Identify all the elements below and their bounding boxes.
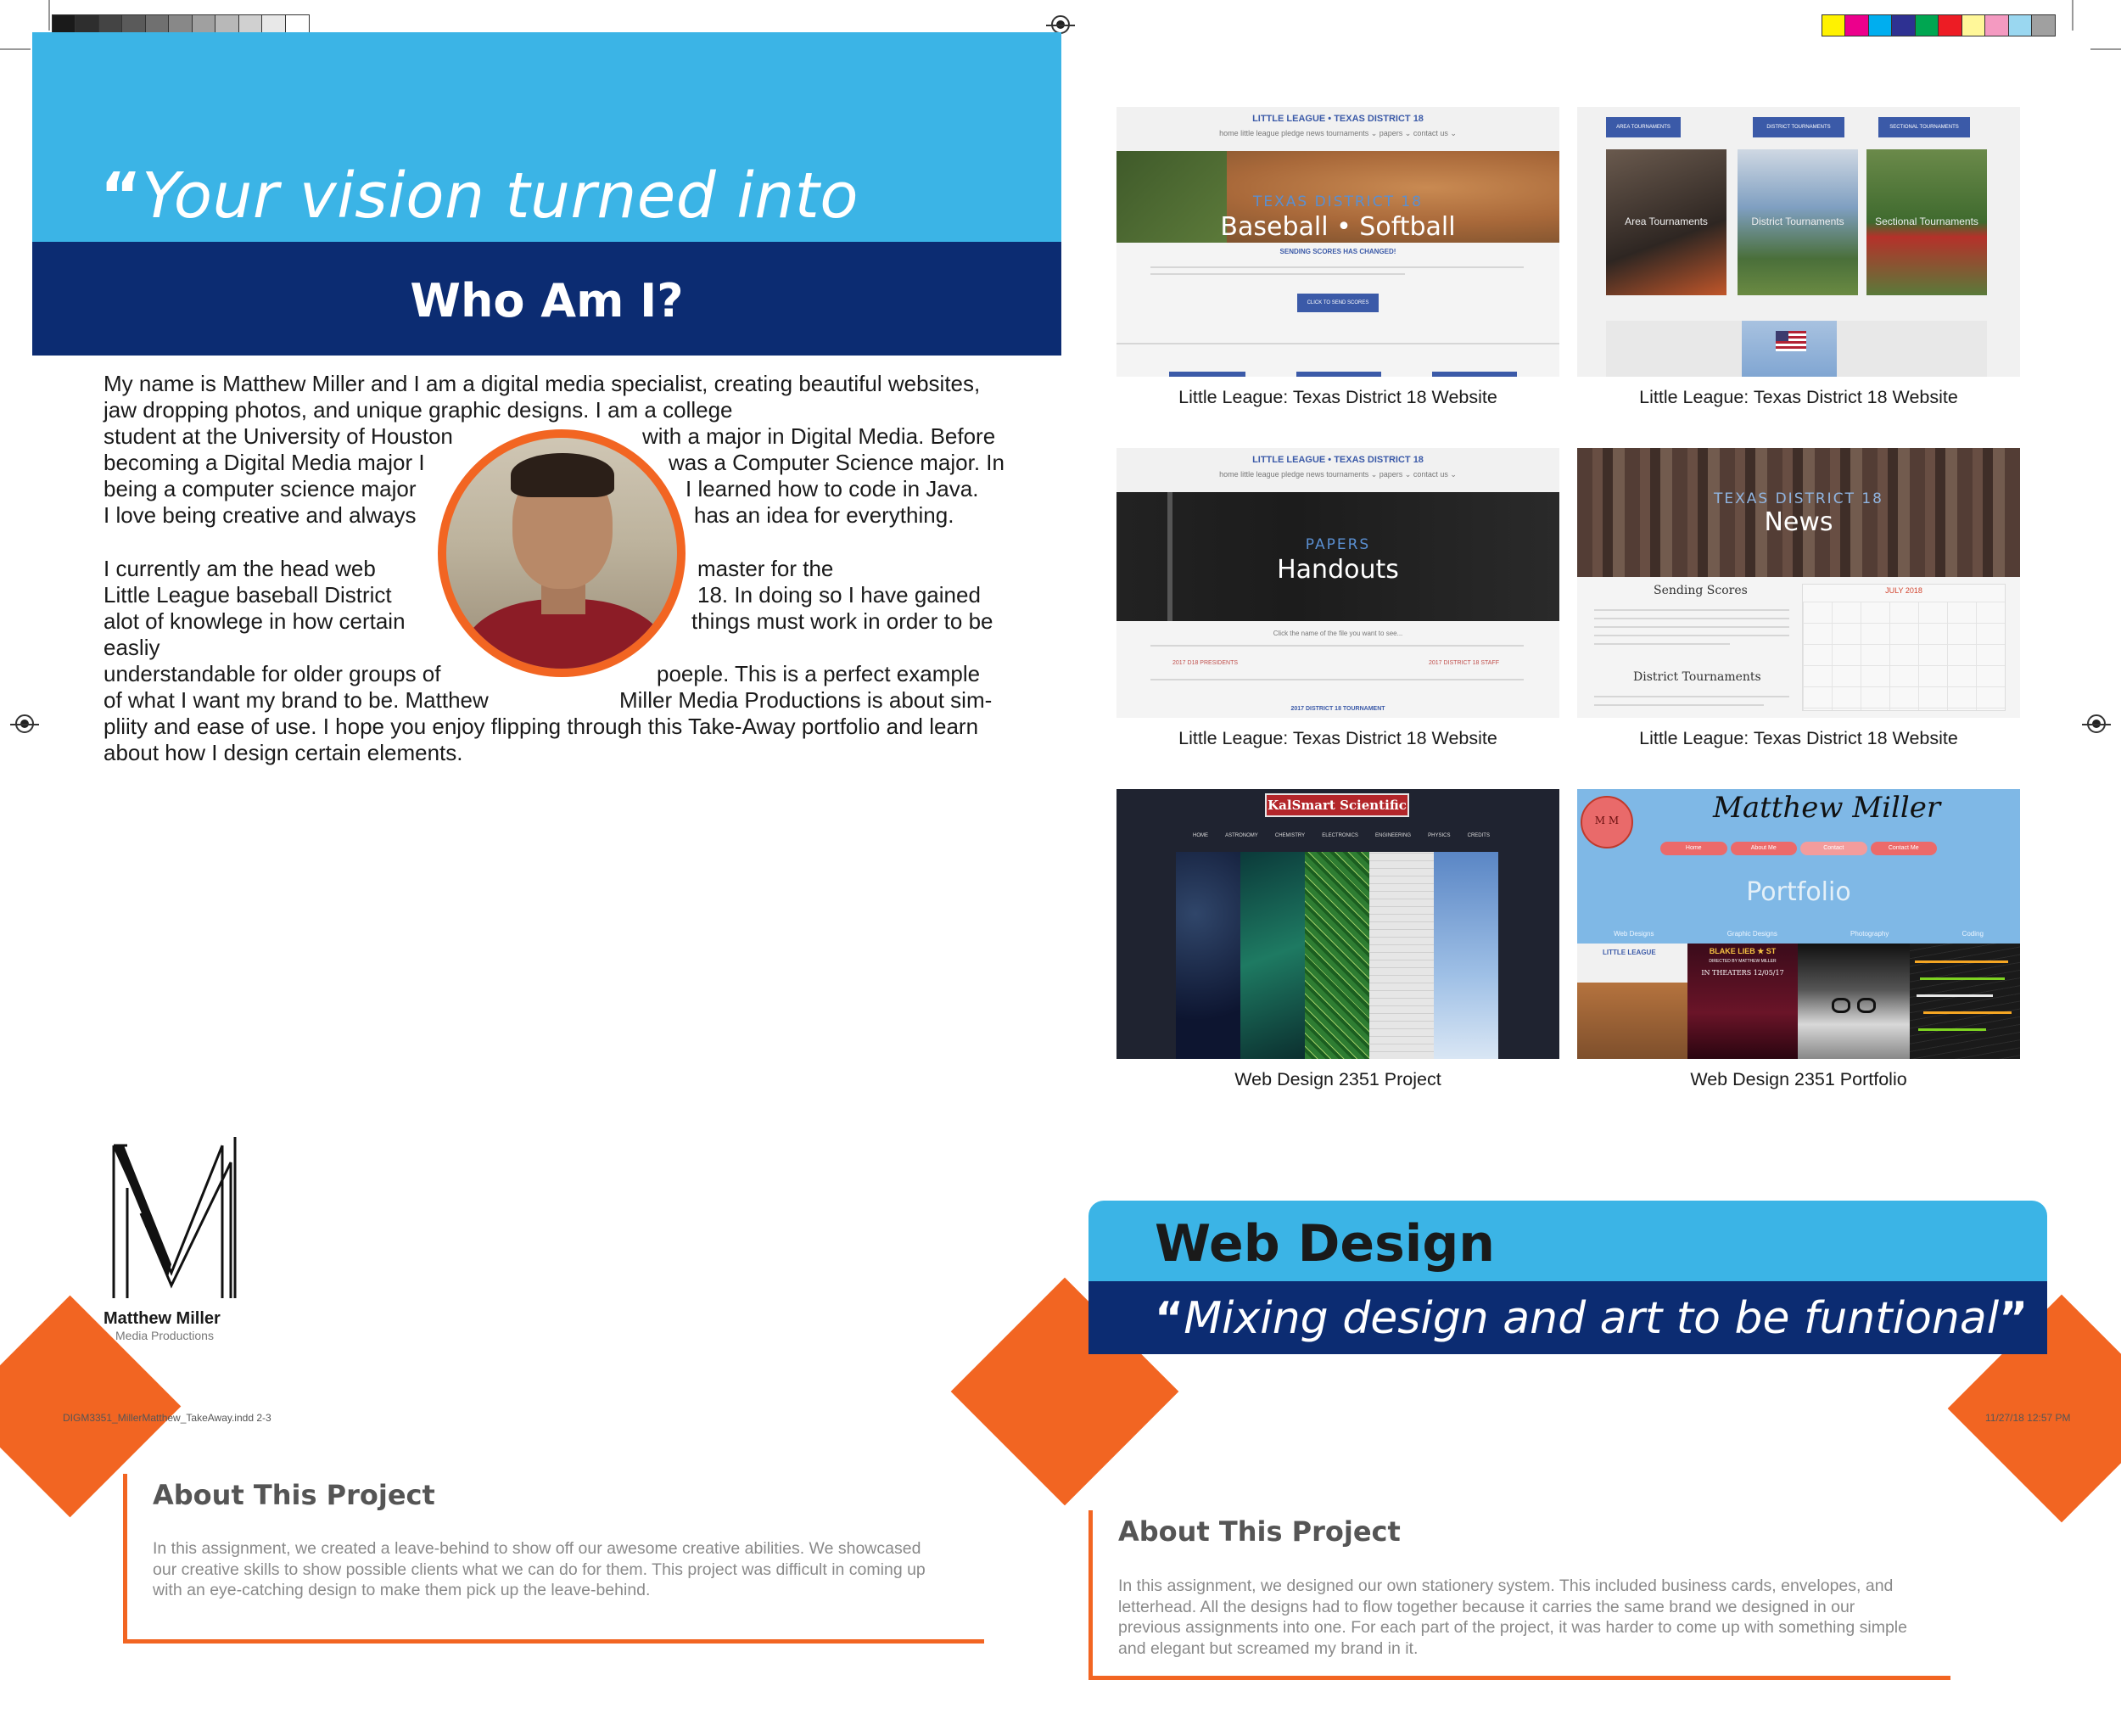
- calendar-month: JULY 2018: [1885, 586, 1922, 595]
- photo-hair: [511, 453, 614, 497]
- web-design-quote: [1155, 1293, 2028, 1344]
- swatch: [1844, 14, 1869, 36]
- close-quote-mark: ”: [1999, 1293, 2029, 1344]
- bio-line: has an idea for everything.: [694, 502, 954, 528]
- registration-mark: [15, 714, 34, 733]
- tile-tab[interactable]: [1169, 372, 1245, 377]
- section-title: District Tournaments: [1633, 670, 1761, 684]
- banner-headline: Baseball • Softball: [1220, 212, 1456, 242]
- about-project-title: About This Project: [1118, 1515, 1401, 1548]
- swatch: [2008, 14, 2033, 36]
- code-line: [1918, 1028, 1986, 1031]
- bio-line: being a computer science major: [104, 476, 417, 501]
- logo-name: Matthew Miller: [104, 1309, 221, 1328]
- site-title: LITTLE LEAGUE • TEXAS DISTRICT 18: [1252, 455, 1424, 465]
- preview-title: LITTLE LEAGUE: [1603, 949, 1656, 956]
- page-body: [1116, 621, 1559, 718]
- nav-pill[interactable]: Contact Me: [1871, 842, 1938, 855]
- text-placeholder: [1150, 266, 1524, 268]
- thumbnail-caption: Little League: Texas District 18 Website: [1639, 728, 1958, 748]
- code-line: [1915, 960, 2008, 963]
- panel-chemistry[interactable]: [1240, 852, 1305, 1059]
- thumbnail-caption: Little League: Texas District 18 Website: [1639, 387, 1958, 407]
- bio-line: I learned how to code in Java.: [686, 476, 979, 501]
- poster-credit: DIRECTED BY MATTHEW MILLER: [1709, 959, 1777, 964]
- who-am-i-banner: [32, 242, 1061, 356]
- flag-image: [1742, 321, 1837, 377]
- about-line: and elegant but screamed my brand in it.: [1118, 1638, 1419, 1658]
- panel-electronics[interactable]: [1305, 852, 1369, 1059]
- crop-mark: [0, 48, 31, 50]
- swatch: [1962, 14, 1986, 36]
- portfolio-nav: [1660, 842, 1937, 855]
- section-title: Sending Scores: [1654, 584, 1748, 597]
- panel-astronomy[interactable]: [1176, 852, 1240, 1059]
- thumbnail-district18-tournaments: [1577, 107, 2020, 377]
- about-project-text: [153, 1538, 984, 1601]
- code-line: [1917, 994, 1993, 997]
- signature: Matthew Miller: [1713, 791, 1941, 825]
- bio-line: student at the University of Houston: [104, 423, 453, 449]
- glasses-icon: [1832, 998, 1850, 1013]
- tab-area-tournaments[interactable]: [1606, 117, 1681, 137]
- thumbnail-caption: Web Design 2351 Portfolio: [1690, 1069, 1907, 1089]
- project-preview-code[interactable]: [1910, 944, 2020, 1059]
- swatch: [1984, 14, 2009, 36]
- nav-item[interactable]: HOME: [1193, 833, 1208, 838]
- swatch: [1915, 14, 1939, 36]
- swatch: [2031, 14, 2056, 36]
- category-bar: [1577, 930, 2020, 942]
- nav-item[interactable]: ELECTRONICS: [1322, 833, 1358, 838]
- crop-mark: [48, 0, 50, 31]
- file-slug: DIGM3351_MillerMatthew_TakeAway.indd 2-3: [63, 1412, 271, 1424]
- profile-photo: [438, 429, 686, 677]
- about-line: In this assignment, we created a leave-behind to show off our awesome creative abilities. We showcased: [153, 1539, 921, 1558]
- bio-line: Miller Media Productions is about sim-: [619, 687, 993, 713]
- about-line: letterhead. All the designs had to flow together because it carries the same brand we designed in our: [1118, 1597, 1855, 1616]
- nav-pill[interactable]: About Me: [1731, 842, 1798, 855]
- tile-label: Sectional Tournaments: [1875, 216, 1978, 227]
- poster-title: BLAKE LIEB ★ ST: [1709, 947, 1777, 955]
- site-title: LITTLE LEAGUE • TEXAS DISTRICT 18: [1252, 114, 1424, 124]
- bio-line: of what I want my brand to be. Matthew: [104, 687, 489, 713]
- banner-headline: News: [1764, 507, 1833, 537]
- open-quote-mark: “: [100, 160, 143, 232]
- site-nav: [1193, 833, 1490, 838]
- flag-section: [1606, 321, 1987, 377]
- nav-item[interactable]: ENGINEERING: [1375, 833, 1412, 838]
- category-label[interactable]: Photography: [1850, 930, 1889, 938]
- tab-label: SECTIONAL TOURNAMENTS: [1889, 125, 1959, 130]
- open-quote-mark: “: [1155, 1293, 1184, 1344]
- bio-line: My name is Matthew Miller and I am a digital media specialist, creating beautiful websites,: [104, 371, 981, 396]
- handouts-instruction: Click the name of the file you want to see...: [1273, 630, 1403, 637]
- file-link[interactable]: 2017 DISTRICT 18 STAFF: [1429, 660, 1499, 666]
- thumbnail-district18-news: [1577, 448, 2020, 718]
- site-nav: [1116, 448, 1559, 492]
- glasses-icon: [1857, 998, 1876, 1013]
- baseball-field-banner: [1116, 151, 1559, 243]
- web-design-heading: Web Design: [1155, 1214, 1496, 1274]
- text-placeholder: [1594, 609, 1789, 611]
- project-preview-web[interactable]: [1577, 944, 1687, 1059]
- text-placeholder: [1594, 618, 1789, 619]
- send-scores-button[interactable]: [1297, 294, 1379, 312]
- category-label[interactable]: Graphic Designs: [1726, 930, 1777, 938]
- banner-headline: Handouts: [1277, 555, 1399, 585]
- brand-logo: [1265, 793, 1409, 817]
- nav-pill[interactable]: Contact: [1800, 842, 1867, 855]
- about-project-text: [1118, 1576, 1950, 1659]
- tile-tab[interactable]: [1432, 372, 1517, 377]
- tab-label: AREA TOURNAMENTS: [1616, 125, 1670, 130]
- flag-canton: [1776, 331, 1788, 341]
- thumbnail-portfolio-site: [1577, 789, 2020, 1059]
- send-scores-label: CLICK TO SEND SCORES: [1307, 300, 1369, 305]
- divider: [1150, 645, 1524, 647]
- category-label[interactable]: Coding: [1962, 930, 1984, 938]
- bio-line: pliity and ease of use. I hope you enjoy flipping through this Take-Away portfolio and learn: [104, 714, 979, 739]
- bio-line: easliy: [104, 635, 160, 660]
- tab-sectional-tournaments[interactable]: [1878, 117, 1970, 137]
- web-design-quote-banner: [1088, 1281, 2047, 1354]
- crop-mark: [2090, 48, 2121, 50]
- banner-kicker: TEXAS DISTRICT 18: [1253, 193, 1423, 210]
- hero-quote-text: Your vision turned into: [142, 160, 859, 232]
- project-preview-photo[interactable]: [1798, 944, 1910, 1059]
- bio-line: 18. In doing so I have gained: [697, 582, 981, 608]
- nav-item[interactable]: PHYSICS: [1428, 833, 1451, 838]
- brand-name: KalSmart Scientific: [1268, 798, 1407, 813]
- file-link[interactable]: 2017 D18 PRESIDENTS: [1172, 660, 1239, 666]
- tile-area-tournaments[interactable]: [1606, 149, 1726, 295]
- mmm-monogram-icon: M M: [1581, 796, 1633, 848]
- swatch: [1938, 14, 1962, 36]
- about-project-title: About This Project: [153, 1479, 435, 1511]
- code-line: [1923, 1011, 2012, 1014]
- thumbnail-district18-home: [1116, 107, 1559, 377]
- bio-line: things must work in order to be: [691, 608, 993, 634]
- panel-physics[interactable]: [1434, 852, 1498, 1059]
- bio-line: Little League baseball District: [104, 582, 392, 608]
- bio-line: poeple. This is a perfect example: [657, 661, 981, 686]
- swatch: [1891, 14, 1916, 36]
- tile-label: Area Tournaments: [1625, 216, 1708, 227]
- text-placeholder: [1594, 635, 1789, 636]
- bio-line: becoming a Digital Media major I: [104, 450, 425, 475]
- web-design-quote-text: Mixing design and art to be funtional: [1184, 1293, 2000, 1344]
- text-placeholder: [1594, 696, 1789, 697]
- tile-district-tournaments[interactable]: [1738, 149, 1858, 295]
- banner-kicker: PAPERS: [1305, 536, 1371, 553]
- category-label[interactable]: Web Designs: [1614, 930, 1654, 938]
- page-body: [1116, 243, 1559, 377]
- text-placeholder: [1594, 704, 1764, 706]
- thumbnail-kalsmart-scientific: [1116, 789, 1559, 1059]
- date-slug: 11/27/18 12:57 PM: [1985, 1412, 2071, 1424]
- file-link[interactable]: 2017 DISTRICT 18 TOURNAMENT: [1290, 706, 1385, 712]
- about-line: In this assignment, we designed our own stationery system. This included business cards, envelopes, and: [1118, 1576, 1894, 1595]
- tab-label: DISTRICT TOURNAMENTS: [1766, 125, 1831, 130]
- bio-line: I currently am the head web: [104, 556, 376, 581]
- text-placeholder: [1150, 273, 1405, 275]
- about-line: previous assignments into one. For each part of the project, it was harder to come up with something simple: [1118, 1618, 1907, 1637]
- portfolio-headline: Portfolio: [1746, 877, 1851, 907]
- news-banner: [1577, 448, 2020, 577]
- panel-engineering[interactable]: [1369, 852, 1434, 1059]
- divider: [1116, 343, 1559, 344]
- bio-line: with a major in Digital Media. Before: [642, 423, 996, 449]
- thumbnail-caption: Little League: Texas District 18 Website: [1178, 387, 1497, 407]
- tab-district-tournaments[interactable]: [1753, 117, 1844, 137]
- bio-line: alot of knowlege in how certain: [104, 608, 406, 634]
- tile-label: District Tournaments: [1751, 216, 1844, 227]
- site-menu: home little league pledge news tournaments ⌄ papers ⌄ contact us ⌄: [1219, 470, 1457, 479]
- swatch: [1822, 14, 1846, 36]
- hero-quote-banner: [32, 32, 1061, 242]
- nav-item[interactable]: CHEMISTRY: [1274, 833, 1306, 838]
- bio-line: master for the: [697, 556, 834, 581]
- bio-line: about how I design certain elements.: [104, 740, 463, 765]
- poster-date: IN THEATERS 12/05/17: [1701, 969, 1784, 977]
- tile-sectional-tournaments[interactable]: [1866, 149, 1987, 295]
- divider: [1150, 679, 1524, 680]
- registration-mark: [1051, 15, 1070, 34]
- tile-tab[interactable]: [1296, 372, 1381, 377]
- project-preview-poster[interactable]: [1687, 944, 1798, 1059]
- thumbnail-district18-handouts: [1116, 448, 1559, 718]
- thumbnail-caption: Web Design 2351 Project: [1234, 1069, 1441, 1089]
- about-line: our creative skills to show possible clients what we can do for them. This project was difficult in coming up: [153, 1560, 926, 1579]
- registration-mark: [2087, 714, 2106, 733]
- bio-line: I love being creative and always: [104, 502, 417, 528]
- code-line: [1920, 977, 2005, 980]
- thumbnail-caption: Little League: Texas District 18 Website: [1178, 728, 1497, 748]
- banner-kicker: TEXAS DISTRICT 18: [1714, 490, 1883, 507]
- who-am-i-heading: Who Am I?: [410, 274, 684, 328]
- handouts-banner: [1116, 492, 1559, 621]
- text-placeholder: [1594, 643, 1730, 645]
- nav-item[interactable]: ASTRONOMY: [1225, 833, 1258, 838]
- site-nav: [1116, 107, 1559, 151]
- crop-mark: [2072, 0, 2073, 31]
- notice-heading: SENDING SCORES HAS CHANGED!: [1279, 248, 1396, 255]
- web-design-banner: [1088, 1201, 2047, 1281]
- bio-line: was a Computer Science major. In: [669, 450, 1005, 475]
- bio-line: jaw dropping photos, and unique graphic designs. I am a college: [104, 397, 733, 423]
- nav-item[interactable]: CREDITS: [1467, 833, 1490, 838]
- text-placeholder: [1594, 626, 1789, 628]
- nav-pill[interactable]: Home: [1660, 842, 1727, 855]
- site-menu: home little league pledge news tournaments ⌄ papers ⌄ contact us ⌄: [1219, 129, 1457, 137]
- process-color-bar: [1822, 14, 2056, 36]
- logo-subtitle: Media Productions: [115, 1329, 214, 1342]
- calendar-grid: [1803, 602, 2005, 710]
- about-line: with an eye-catching design to make them pick up the leave-behind.: [153, 1581, 651, 1599]
- swatch: [1868, 14, 1893, 36]
- bio-line: understandable for older groups of: [104, 661, 441, 686]
- calendar-widget[interactable]: [1802, 584, 2006, 711]
